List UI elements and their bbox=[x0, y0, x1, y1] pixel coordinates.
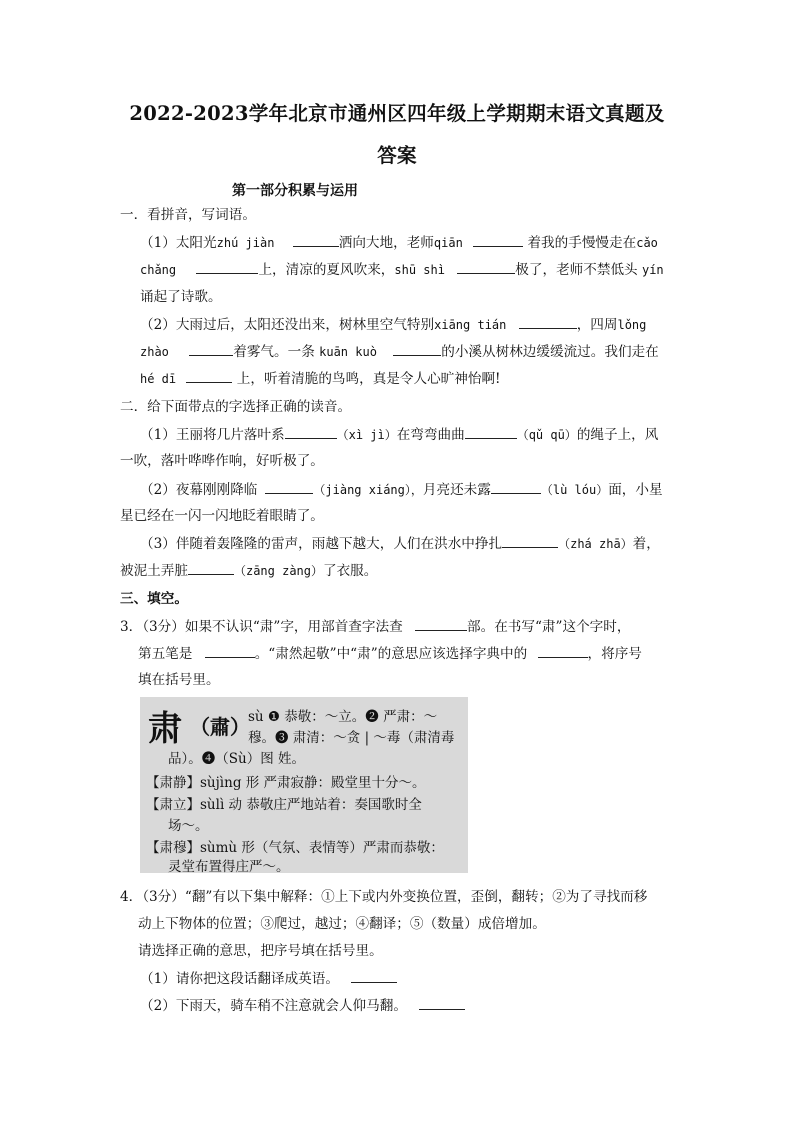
answer-blank[interactable] bbox=[265, 479, 313, 494]
dict-traditional: （肅） bbox=[190, 715, 250, 739]
answer-blank[interactable] bbox=[502, 533, 558, 548]
dict-line: 穆。❸ 肃清：～贪 | ～毒（肃清毒 bbox=[248, 730, 455, 746]
q2-heading: 二．给下面带点的字选择正确的读音。 bbox=[120, 399, 352, 415]
dict-headword: 肃 bbox=[148, 709, 182, 749]
answer-blank[interactable] bbox=[205, 643, 255, 658]
q2-p1-line2: 一吹，落叶哗哗作响，好听极了。 bbox=[120, 453, 324, 469]
dict-line: 场～。 bbox=[168, 818, 209, 834]
q2-p3-line2: 被泥土弄脏 （zāng zàng）了衣服。 bbox=[120, 560, 377, 581]
q4-line5: （2）下雨天，骑车稍不注意就会人仰马翻。 bbox=[140, 995, 465, 1016]
pinyin: shū shì bbox=[394, 263, 445, 277]
answer-blank[interactable] bbox=[186, 368, 232, 383]
pinyin: chǎng bbox=[140, 263, 177, 277]
q3-line2: 第五笔是 。“肃然起敬”中“肃”的意思应该选择字典中的 ，将序号 bbox=[138, 643, 642, 664]
dict-line: sù ❶ 恭敬：～立。❷ 严肃：～ bbox=[248, 709, 438, 725]
q3-line3: 填在括号里。 bbox=[138, 672, 220, 688]
q4-line3: 请选择正确的意思，把序号填在括号里。 bbox=[138, 943, 383, 959]
pinyin: yín bbox=[641, 263, 664, 277]
dict-line: 【肃穆】sùmù 形（气氛、表情等）严肃而恭敬： bbox=[146, 840, 444, 856]
q4-line1: 4．（3分）“翻”有以下集中解释：①上下或内外变换位置，歪倒，翻转；②为了寻找而移 bbox=[120, 889, 648, 905]
q1-p2-line1: （2）大雨过后，太阳还没出来，树林里空气特别xiāng tián ，四周lǒng bbox=[140, 314, 646, 335]
answer-blank[interactable] bbox=[415, 616, 467, 631]
q2-p3-line1: （3）伴随着轰隆隆的雷声，雨越下越大，人们在洪水中挣扎 （zhá zhā）着， bbox=[140, 533, 660, 554]
pinyin: zhào bbox=[140, 345, 169, 359]
document-title-line-2: 答案 bbox=[377, 144, 417, 167]
answer-blank[interactable] bbox=[285, 424, 337, 439]
q3-section-heading: 三、填空。 bbox=[120, 591, 188, 607]
pinyin: cǎo bbox=[636, 236, 658, 250]
pinyin: hé dī bbox=[140, 372, 177, 386]
answer-blank[interactable] bbox=[465, 424, 517, 439]
q1-p1-line3: 诵起了诗歌。 bbox=[140, 289, 222, 305]
q1-p2-line2: zhào 着雾气。一条 kuān kuò 的小溪从树林边缓缓流过。我们走在 bbox=[140, 341, 659, 362]
answer-blank[interactable] bbox=[351, 968, 397, 983]
answer-blank[interactable] bbox=[473, 232, 523, 247]
dict-line: 灵堂布置得庄严～。 bbox=[168, 859, 290, 875]
answer-blank[interactable] bbox=[419, 995, 465, 1010]
q3-line1: 3．（3分）如果不认识“肃”字，用部首查字法查 部。在书写“肃”这个字时， bbox=[120, 616, 630, 637]
q2-p2-line2: 星已经在一闪一闪地眨着眼睛了。 bbox=[120, 508, 324, 524]
q4-line2: 动上下物体的位置；③爬过，越过；④翻译；⑤（数量）成倍增加。 bbox=[138, 916, 546, 932]
section-heading: 第一部分积累与运用 bbox=[232, 183, 358, 199]
answer-blank[interactable] bbox=[196, 259, 258, 274]
pinyin: kuān kuò bbox=[319, 345, 377, 359]
pinyin: xiāng tián bbox=[434, 318, 507, 332]
answer-blank[interactable] bbox=[188, 560, 234, 575]
q4-line4: （1）请你把这段话翻译成英语。 bbox=[140, 968, 397, 989]
answer-blank[interactable] bbox=[189, 341, 233, 356]
answer-blank[interactable] bbox=[293, 232, 339, 247]
pinyin: qiān bbox=[433, 236, 463, 250]
answer-blank[interactable] bbox=[519, 314, 577, 329]
pinyin: zhú jiàn bbox=[216, 236, 275, 250]
q2-p1-line1: （1）王丽将几片落叶系 （xì jì）在弯弯曲曲 （qǔ qū）的绳子上，风 bbox=[140, 424, 658, 445]
dict-line: 品）。❹（Sù）图 姓。 bbox=[168, 751, 305, 767]
answer-blank[interactable] bbox=[538, 643, 588, 658]
q1-p1-line1: （1）太阳光zhú jiàn 洒向大地，老师qiān 着我的手慢慢走在cǎo bbox=[140, 232, 658, 253]
dictionary-entry-image bbox=[140, 697, 468, 873]
q1-p2-line3: hé dī 上，听着清脆的鸟鸣，真是令人心旷神怡啊! bbox=[140, 368, 501, 389]
dict-line: 【肃立】sùlì 动 恭敬庄严地站着：奏国歌时全 bbox=[146, 797, 422, 813]
answer-blank[interactable] bbox=[393, 341, 441, 356]
answer-blank[interactable] bbox=[457, 259, 515, 274]
q1-p1-line2: chǎng 上，清凉的夏风吹来，shū shì 极了，老师不禁低头 yín bbox=[140, 259, 664, 280]
answer-blank[interactable] bbox=[491, 479, 541, 494]
q2-p2-line1: （2）夜幕刚刚降临 （jiàng xiáng），月亮还未露 （lù lóu）面，小星 bbox=[140, 479, 663, 500]
pinyin: lǒng bbox=[617, 318, 647, 332]
dict-line: 【肃静】sùjìng 形 严肃寂静：殿堂里十分～。 bbox=[146, 775, 426, 791]
q1-heading: 一．看拼音，写词语。 bbox=[120, 207, 256, 223]
document-title-line-1: 2022-2023学年北京市通州区四年级上学期期末语文真题及 bbox=[129, 102, 665, 125]
